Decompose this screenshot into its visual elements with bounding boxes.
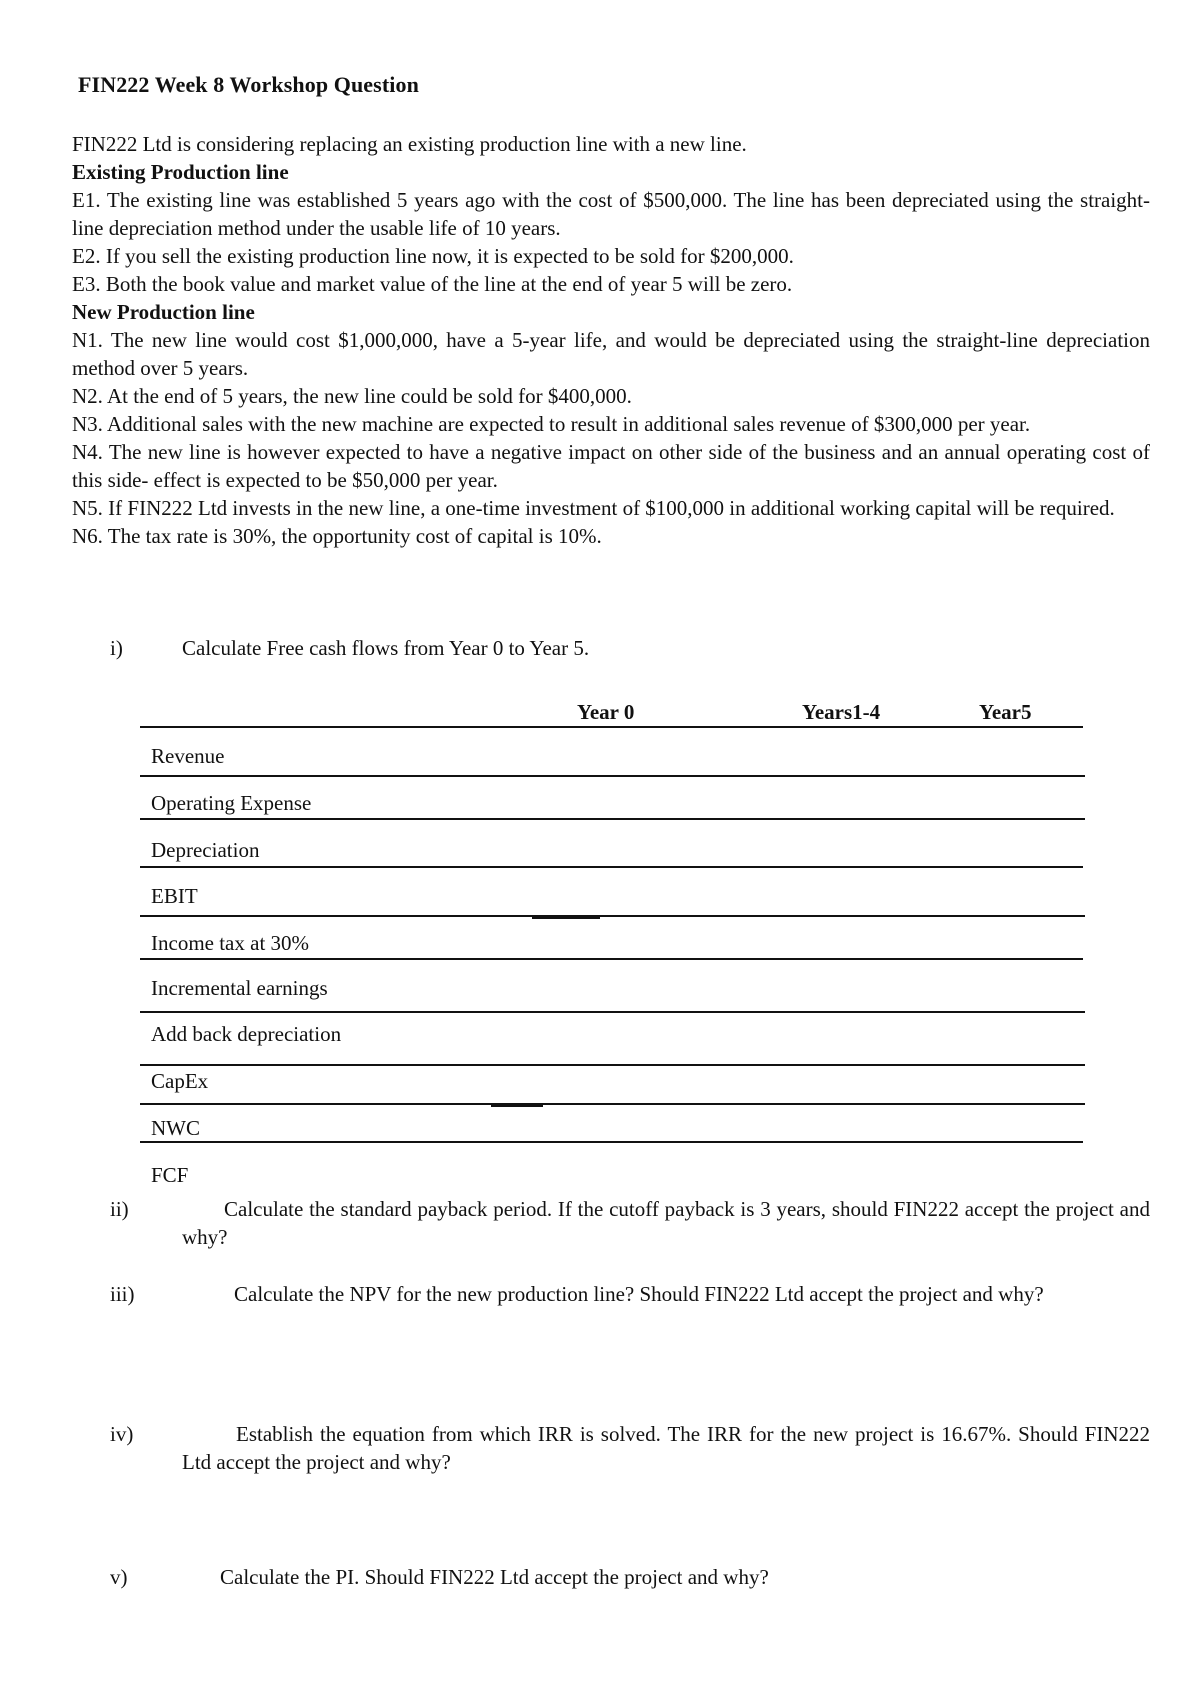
question-text: Calculate the PI. Should FIN222 Ltd accept the project and why? — [220, 1565, 769, 1589]
table-row-label: CapEx — [151, 1069, 209, 1093]
question-ii — [110, 1195, 1150, 1251]
question-iii — [110, 1280, 1150, 1336]
table-row-label: NWC — [151, 1116, 200, 1140]
question-number: iii) — [110, 1282, 135, 1306]
table-row-label: Incremental earnings — [151, 976, 328, 1000]
new-item-n5: N5. If FIN222 Ltd invests in the new line, a one-time investment of $100,000 in additional working capital will be required. — [72, 496, 1115, 520]
table-rule — [140, 1064, 1085, 1066]
question-text: Establish the equation from which IRR is solved. The IRR for the new project is 16.67%. Should FIN222 Ltd accept the project and why? — [182, 1422, 1150, 1474]
table-rule — [140, 915, 1085, 917]
new-line-heading: New Production line — [72, 300, 255, 324]
existing-item-e3: E3. Both the book value and market value of the line at the end of year 5 will be zero. — [72, 272, 793, 296]
table-rule — [140, 1141, 1083, 1143]
table-row-label: EBIT — [151, 884, 198, 908]
new-item-n3: N3. Additional sales with the new machine are expected to result in additional sales revenue of $300,000 per year. — [72, 412, 1031, 436]
table-row-label: Operating Expense — [151, 791, 312, 815]
table-rule — [140, 958, 1083, 960]
new-item-n2: N2. At the end of 5 years, the new line could be sold for $400,000. — [72, 384, 632, 408]
new-item-n1: N1. The new line would cost $1,000,000, have a 5-year life, and would be depreciated using the straight-line depreciation method over 5 years. — [72, 328, 1150, 380]
table-rule — [140, 726, 1083, 728]
table-rule — [140, 818, 1085, 820]
question-text: Calculate the standard payback period. If the cutoff payback is 3 years, should FIN222 accept the project and why? — [182, 1197, 1150, 1249]
answer-stub-line — [532, 917, 600, 919]
table-rule — [140, 1011, 1085, 1013]
question-number: v) — [110, 1565, 128, 1589]
question-iv — [110, 1420, 1150, 1476]
table-rule — [140, 866, 1083, 868]
table-rule — [140, 1103, 1085, 1105]
column-header-year-0: Year 0 — [577, 700, 635, 724]
new-item-n4: N4. The new line is however expected to have a negative impact on other side of the business and an annual operating cost of this side- effect is expected to be $50,000 per year. — [72, 440, 1150, 492]
question-text: Calculate the NPV for the new production line? Should FIN222 Ltd accept the project and why? — [234, 1282, 1044, 1306]
question-text: Calculate Free cash flows from Year 0 to Year 5. — [182, 636, 590, 660]
intro-text: FIN222 Ltd is considering replacing an existing production line with a new line. — [72, 132, 747, 156]
new-item-n6: N6. The tax rate is 30%, the opportunity cost of capital is 10%. — [72, 524, 602, 548]
table-rule — [140, 775, 1085, 777]
question-v — [110, 1563, 1150, 1591]
question-number: i) — [110, 636, 123, 660]
problem-statement — [72, 130, 1150, 550]
existing-line-heading: Existing Production line — [72, 160, 289, 184]
existing-item-e2: E2. If you sell the existing production line now, it is expected to be sold for $200,000. — [72, 244, 794, 268]
existing-item-e1: E1. The existing line was established 5 years ago with the cost of $500,000. The line has been depreciated using the straight-line depreciation method under the usable life of 10 years. — [72, 188, 1150, 240]
question-i — [110, 634, 1150, 662]
column-header-years-1-4: Years1-4 — [802, 700, 881, 724]
table-row-label: Depreciation — [151, 838, 260, 862]
table-row-label: Revenue — [151, 744, 225, 768]
question-number: iv) — [110, 1422, 134, 1446]
page-title: FIN222 Week 8 Workshop Question — [78, 72, 419, 97]
question-number: ii) — [110, 1197, 129, 1221]
table-row-label: Add back depreciation — [151, 1022, 342, 1046]
column-header-year-5: Year5 — [979, 700, 1032, 724]
answer-stub-line — [491, 1105, 543, 1107]
table-row-label: FCF — [151, 1163, 189, 1187]
table-row-label: Income tax at 30% — [151, 931, 310, 955]
